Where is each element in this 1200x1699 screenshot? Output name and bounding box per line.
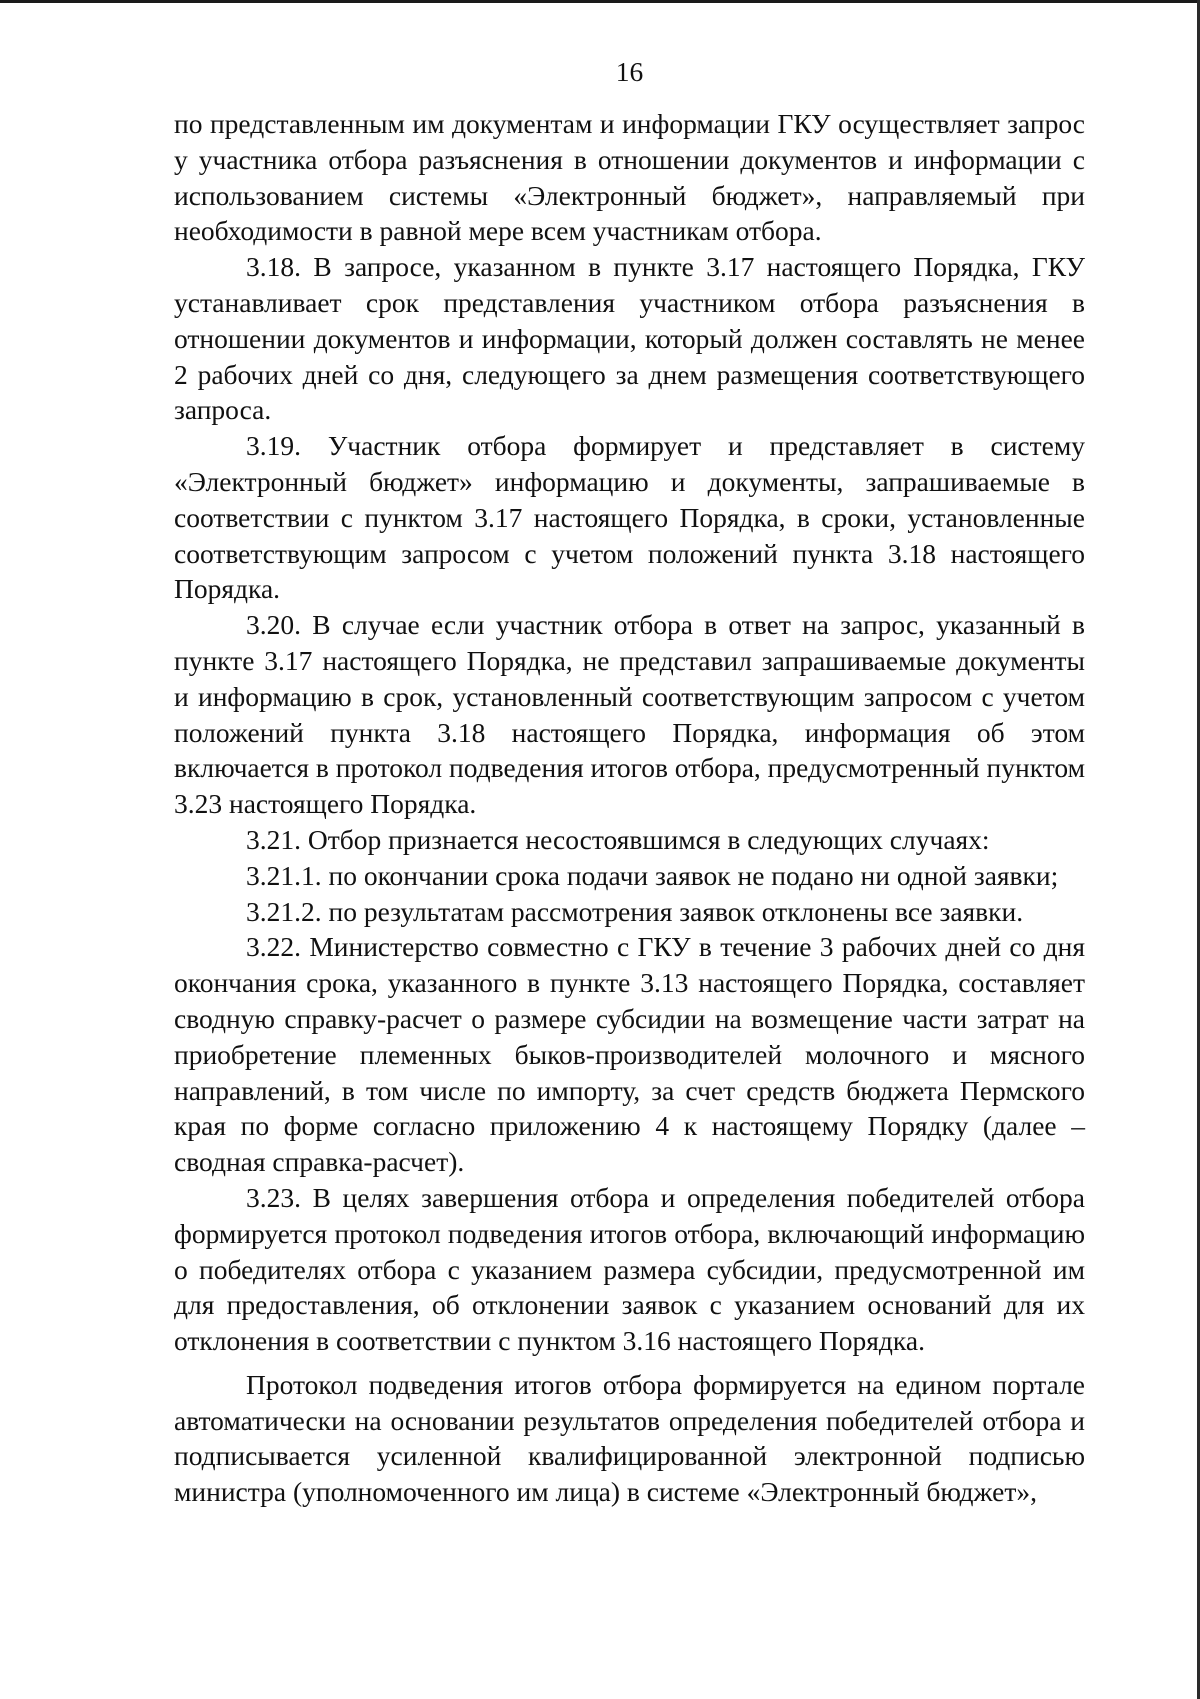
paragraph-3-19: 3.19. Участник отбора формирует и представляет в систему «Электронный бюджет» информацию и документы, запрашиваемые в соответствии с пунктом 3.17 настоящего Порядка, в сроки, установленные соответствующим запросом с учетом положений пункта 3.18 настоящего Порядка. — [174, 430, 1085, 605]
paragraph-3-20: 3.20. В случае если участник отбора в ответ на запрос, указанный в пункте 3.17 настоящего Порядка, не представил запрашиваемые документы и информацию в срок, установленный соответствующим запросом с учетом положений пункта 3.18 настоящего Порядка, информация об этом включается в протокол подведения итогов отбора, предусмотренный пунктом 3.23 настоящего Порядка. — [174, 609, 1085, 820]
page-number: 16 — [615, 56, 644, 87]
scan-border-top — [0, 0, 1200, 3]
paragraph-3-23: 3.23. В целях завершения отбора и определения победителей отбора формируется протокол подведения итогов отбора, включающий информацию о победителях отбора с указанием размера субсидии, предусмотренной им для предоставления, об отклонении заявок с указанием оснований для их отклонения в соответствии с пунктом 3.16 настоящего Порядка. — [174, 1181, 1085, 1357]
paragraph-continuation: по представленным им документам и информации ГКУ осуществляет запрос у участника отбора разъяснения в отношении документов и информации с использованием системы «Электронный бюджет», направляемый при необходимости в равной мере всем участникам отбора. — [174, 108, 1085, 247]
paragraph-3-18: 3.18. В запросе, указанном в пункте 3.17 настоящего Порядка, ГКУ устанавливает срок представления участником отбора разъяснения в отношении документов и информации, который должен составлять не менее 2 рабочих дней со дня, следующего за днем размещения соответствующего запроса. — [174, 251, 1085, 426]
paragraph-3-21: 3.21. Отбор признается несостоявшимся в следующих случаях: — [246, 823, 990, 855]
paragraph-3-22: 3.22. Министерство совместно с ГКУ в течение 3 рабочих дней со дня окончания срока, указанного в пункте 3.13 настоящего Порядка, составляет сводную справку-расчет о размере субсидии на возмещение части затрат на приобретение племенных быков-производителей молочного и мясного направлений, в том числе по импорту, за счет средств бюджета Пермского края по форме согласно приложению 4 к настоящему Порядку (далее – сводная справка-расчет). — [174, 931, 1085, 1178]
paragraph-3-21-1: 3.21.1. по окончании срока подачи заявок не подано ни одной заявки; — [246, 859, 1059, 891]
document-page — [174, 52, 1085, 1510]
paragraph-protocol: Протокол подведения итогов отбора формируется на едином портале автоматически на основании результатов определения победителей отбора и подписывается усиленной квалифицированной электронной подписью министра (уполномоченного им лица) в системе «Электронный бюджет», — [174, 1368, 1085, 1508]
paragraph-3-21-2: 3.21.2. по результатам рассмотрения заявок отклонены все заявки. — [246, 895, 1024, 927]
